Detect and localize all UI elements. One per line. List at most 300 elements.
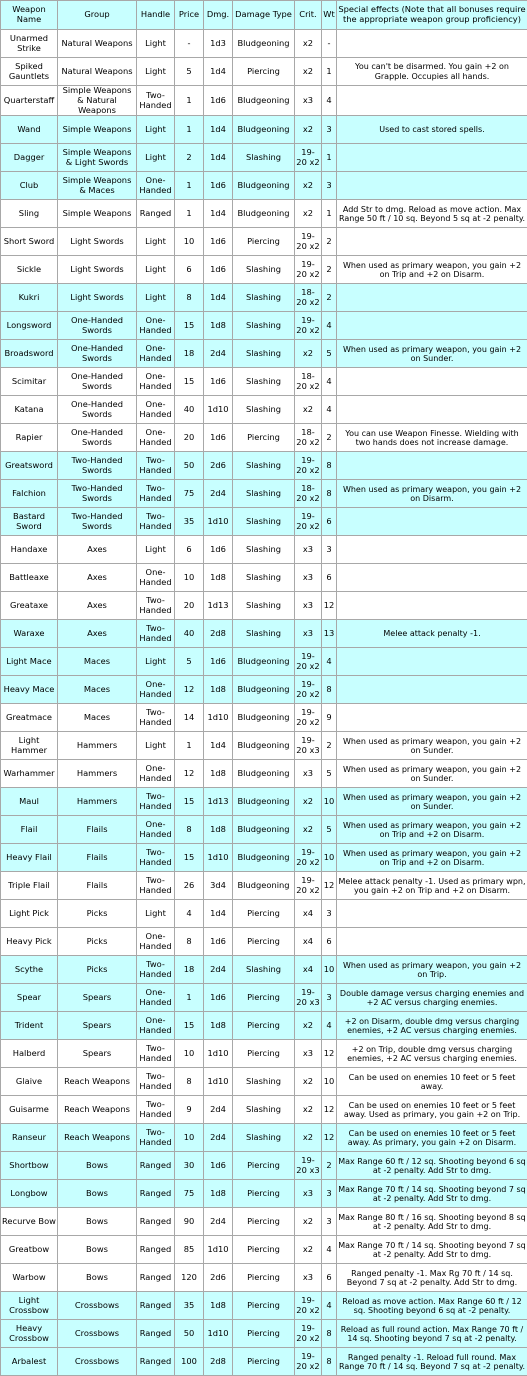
group-cell: Flails [58,844,137,872]
weight-cell: 1 [322,200,337,228]
price-cell: 8 [175,928,204,956]
handle-cell: Two-Handed [137,592,175,620]
weight-cell: 6 [322,1264,337,1292]
table-row [1,144,527,172]
weight-cell: 10 [322,956,337,984]
table-row [1,1236,527,1264]
weapon-name-cell: Heavy Pick [1,928,58,956]
weapon-name-cell: Dagger [1,144,58,172]
weight-cell: 12 [322,1040,337,1068]
damage-cell: 1d10 [204,704,233,732]
critical-cell: x2 [295,1124,322,1152]
price-cell: 26 [175,872,204,900]
price-cell: 8 [175,1068,204,1096]
critical-cell: 19-20 x2 [295,704,322,732]
table-row [1,956,527,984]
table-row [1,900,527,928]
critical-cell: 19-20 x2 [295,144,322,172]
price-cell: - [175,30,204,58]
critical-cell: x4 [295,956,322,984]
weight-cell: 4 [322,312,337,340]
weight-cell: 4 [322,1292,337,1320]
critical-cell: x2 [295,1068,322,1096]
damage-type-cell: Piercing [233,984,295,1012]
weapon-name-cell: Spiked Gauntlets [1,58,58,86]
group-cell: Two-Handed Swords [58,452,137,480]
group-cell: Picks [58,928,137,956]
damage-type-cell: Slashing [233,340,295,368]
handle-cell: Light [137,284,175,312]
weapon-name-cell: Scimitar [1,368,58,396]
damage-type-cell: Slashing [233,284,295,312]
weapon-name-cell: Wand [1,116,58,144]
weight-cell: 3 [322,536,337,564]
handle-cell: One-Handed [137,984,175,1012]
damage-type-cell: Bludgeoning [233,116,295,144]
weapon-name-cell: Heavy Flail [1,844,58,872]
handle-cell: One-Handed [137,816,175,844]
group-cell: Hammers [58,760,137,788]
weight-cell: 2 [322,732,337,760]
table-row [1,340,527,368]
group-cell: One-Handed Swords [58,312,137,340]
handle-cell: One-Handed [137,312,175,340]
group-cell: Hammers [58,788,137,816]
critical-cell: x2 [295,788,322,816]
critical-cell: x3 [295,592,322,620]
handle-cell: Two-Handed [137,620,175,648]
price-cell: 6 [175,536,204,564]
handle-cell: Two-Handed [137,480,175,508]
price-cell: 15 [175,844,204,872]
table-row [1,1152,527,1180]
damage-type-cell: Piercing [233,1012,295,1040]
damage-cell: 1d8 [204,1292,233,1320]
special-effects-cell [337,676,527,704]
damage-type-cell: Bludgeoning [233,200,295,228]
critical-cell: 18-20 x2 [295,284,322,312]
price-cell: 8 [175,816,204,844]
table-row [1,592,527,620]
weight-cell: 3 [322,1208,337,1236]
table-row [1,396,527,424]
damage-cell: 1d6 [204,984,233,1012]
weight-cell: 4 [322,86,337,116]
critical-cell: x2 [295,396,322,424]
critical-cell: 19-20 x2 [295,1348,322,1376]
special-effects-cell [337,172,527,200]
price-cell: 100 [175,1348,204,1376]
handle-cell: Light [137,58,175,86]
table-row [1,1040,527,1068]
group-cell: Light Swords [58,284,137,312]
handle-cell: One-Handed [137,172,175,200]
damage-cell: 1d6 [204,86,233,116]
handle-cell: Two-Handed [137,1068,175,1096]
table-row [1,1208,527,1236]
damage-cell: 1d13 [204,788,233,816]
group-cell: Bows [58,1180,137,1208]
group-cell: Picks [58,900,137,928]
damage-type-cell: Slashing [233,536,295,564]
special-effects-cell [337,648,527,676]
damage-cell: 1d6 [204,536,233,564]
critical-cell: x3 [295,760,322,788]
damage-cell: 2d4 [204,1096,233,1124]
damage-cell: 2d4 [204,956,233,984]
damage-type-cell: Slashing [233,368,295,396]
group-cell: Hammers [58,732,137,760]
weight-cell: 5 [322,760,337,788]
group-cell: Spears [58,1040,137,1068]
price-cell: 75 [175,1180,204,1208]
price-cell: 9 [175,1096,204,1124]
critical-cell: 19-20 x3 [295,732,322,760]
damage-cell: 3d4 [204,872,233,900]
special-effects-cell [337,30,527,58]
handle-cell: One-Handed [137,340,175,368]
price-cell: 20 [175,592,204,620]
damage-type-cell: Bludgeoning [233,704,295,732]
handle-cell: Two-Handed [137,1096,175,1124]
price-cell: 35 [175,1292,204,1320]
critical-cell: x3 [295,1040,322,1068]
damage-cell: 1d10 [204,844,233,872]
handle-cell: Light [137,144,175,172]
group-cell: One-Handed Swords [58,396,137,424]
handle-cell: Light [137,900,175,928]
price-cell: 1 [175,200,204,228]
group-cell: One-Handed Swords [58,424,137,452]
weight-cell: 3 [322,984,337,1012]
damage-cell: 1d10 [204,508,233,536]
weapon-name-cell: Glaive [1,1068,58,1096]
handle-cell: Ranged [137,1208,175,1236]
damage-cell: 1d10 [204,1320,233,1348]
group-cell: Bows [58,1152,137,1180]
damage-type-cell: Piercing [233,1040,295,1068]
header-row [1,1,527,30]
weight-cell: 4 [322,368,337,396]
weapon-name-cell: Arbalest [1,1348,58,1376]
handle-cell: Light [137,732,175,760]
group-cell: Bows [58,1236,137,1264]
group-cell: One-Handed Swords [58,340,137,368]
handle-cell: One-Handed [137,396,175,424]
weapon-name-cell: Warbow [1,1264,58,1292]
special-effects-cell: When used as primary weapon, you gain +2 on Trip. [337,956,527,984]
table-row [1,564,527,592]
handle-cell: Two-Handed [137,788,175,816]
damage-type-cell: Slashing [233,508,295,536]
weight-cell: 2 [322,1152,337,1180]
price-cell: 30 [175,1152,204,1180]
special-effects-cell: When used as primary weapon, you gain +2 on Sunder. [337,760,527,788]
price-cell: 10 [175,1124,204,1152]
price-cell: 12 [175,676,204,704]
critical-cell: 19-20 x2 [295,1320,322,1348]
group-cell: Light Swords [58,228,137,256]
damage-cell: 1d4 [204,732,233,760]
price-cell: 5 [175,648,204,676]
price-cell: 10 [175,1040,204,1068]
critical-cell: x2 [295,340,322,368]
handle-cell: Ranged [137,1292,175,1320]
handle-cell: Ranged [137,1264,175,1292]
handle-cell: Two-Handed [137,1124,175,1152]
group-cell: Two-Handed Swords [58,508,137,536]
price-cell: 2 [175,144,204,172]
special-effects-cell: Melee attack penalty -1. Used as primary wpn, you gain +2 on Trip and +2 on Disarm. [337,872,527,900]
group-cell: Axes [58,536,137,564]
damage-type-cell: Piercing [233,1208,295,1236]
weight-cell: 1 [322,144,337,172]
table-row [1,424,527,452]
table-row [1,200,527,228]
special-effects-cell: You can't be disarmed. You gain +2 on Grapple. Occupies all hands. [337,58,527,86]
weapon-name-cell: Greataxe [1,592,58,620]
weapon-name-cell: Katana [1,396,58,424]
damage-cell: 1d10 [204,1040,233,1068]
table-row [1,368,527,396]
table-row [1,536,527,564]
damage-cell: 1d6 [204,228,233,256]
handle-cell: Ranged [137,1348,175,1376]
handle-cell: One-Handed [137,368,175,396]
table-row [1,620,527,648]
damage-type-cell: Slashing [233,256,295,284]
damage-type-cell: Slashing [233,620,295,648]
damage-cell: 1d6 [204,928,233,956]
weapon-name-cell: Light Crossbow [1,1292,58,1320]
weapon-name-cell: Halberd [1,1040,58,1068]
price-cell: 18 [175,956,204,984]
damage-type-cell: Bludgeoning [233,676,295,704]
special-effects-cell [337,452,527,480]
weight-cell: 4 [322,1012,337,1040]
damage-type-cell: Bludgeoning [233,732,295,760]
special-effects-cell [337,704,527,732]
price-cell: 1 [175,732,204,760]
weapon-name-cell: Light Hammer [1,732,58,760]
damage-type-cell: Piercing [233,1264,295,1292]
price-cell: 50 [175,452,204,480]
handle-cell: Ranged [137,1180,175,1208]
critical-cell: 19-20 x3 [295,1152,322,1180]
handle-cell: One-Handed [137,928,175,956]
damage-type-cell: Piercing [233,1236,295,1264]
special-effects-cell: Can be used on enemies 10 feet or 5 feet away. [337,1068,527,1096]
special-effects-cell: Melee attack penalty -1. [337,620,527,648]
special-effects-cell [337,396,527,424]
weight-cell: 9 [322,704,337,732]
critical-cell: 19-20 x2 [295,676,322,704]
special-effects-cell: Double damage versus charging enemies and +2 AC versus charging enemies. [337,984,527,1012]
damage-type-cell: Piercing [233,1320,295,1348]
weight-cell: 3 [322,1180,337,1208]
table-row [1,480,527,508]
group-cell: One-Handed Swords [58,368,137,396]
damage-cell: 1d6 [204,256,233,284]
handle-cell: Ranged [137,1152,175,1180]
damage-type-cell: Piercing [233,1292,295,1320]
special-effects-cell: Add Str to dmg. Reload as move action. Max Range 50 ft / 10 sq. Beyond 5 sq at -2 penalty. [337,200,527,228]
price-cell: 12 [175,760,204,788]
header-group: Group [58,1,137,30]
damage-cell: 1d8 [204,312,233,340]
weight-cell: 12 [322,592,337,620]
damage-type-cell: Slashing [233,1124,295,1152]
header-weight: Wt [322,1,337,30]
critical-cell: x3 [295,1264,322,1292]
header-damage-type: Damage Type [233,1,295,30]
damage-type-cell: Slashing [233,956,295,984]
weapon-name-cell: Spear [1,984,58,1012]
damage-type-cell: Bludgeoning [233,844,295,872]
handle-cell: Light [137,536,175,564]
group-cell: Reach Weapons [58,1068,137,1096]
weapon-name-cell: Longbow [1,1180,58,1208]
group-cell: Flails [58,816,137,844]
handle-cell: Two-Handed [137,872,175,900]
group-cell: Light Swords [58,256,137,284]
group-cell: Reach Weapons [58,1124,137,1152]
price-cell: 4 [175,900,204,928]
damage-cell: 1d8 [204,1012,233,1040]
weight-cell: 4 [322,396,337,424]
table-row [1,1320,527,1348]
damage-cell: 1d6 [204,172,233,200]
handle-cell: Two-Handed [137,452,175,480]
table-row [1,732,527,760]
weapon-name-cell: Kukri [1,284,58,312]
special-effects-cell: Ranged penalty -1. Reload full round. Max Range 70 ft / 14 sq. Beyond 7 sq at -2 penalty. [337,1348,527,1376]
group-cell: Maces [58,648,137,676]
group-cell: Bows [58,1264,137,1292]
special-effects-cell: +2 on Trip, double dmg versus charging enemies, +2 AC versus charging enemies. [337,1040,527,1068]
special-effects-cell [337,900,527,928]
weapon-name-cell: Flail [1,816,58,844]
special-effects-cell: Max Range 70 ft / 14 sq. Shooting beyond 7 sq at -2 penalty. Add Str to dmg. [337,1180,527,1208]
weight-cell: 12 [322,872,337,900]
group-cell: Picks [58,956,137,984]
special-effects-cell: Max Range 70 ft / 14 sq. Shooting beyond 7 sq at -2 penalty. Add Str to dmg. [337,1236,527,1264]
price-cell: 15 [175,368,204,396]
critical-cell: x2 [295,1012,322,1040]
weapon-name-cell: Maul [1,788,58,816]
critical-cell: x3 [295,536,322,564]
special-effects-cell [337,536,527,564]
weight-cell: 12 [322,1124,337,1152]
damage-cell: 1d8 [204,564,233,592]
weight-cell: 12 [322,1096,337,1124]
weight-cell: 6 [322,564,337,592]
damage-cell: 1d4 [204,284,233,312]
weight-cell: 5 [322,816,337,844]
weapon-name-cell: Waraxe [1,620,58,648]
header-handle: Handle [137,1,175,30]
weapon-name-cell: Sickle [1,256,58,284]
table-body [1,30,527,1376]
critical-cell: x4 [295,928,322,956]
group-cell: Maces [58,676,137,704]
handle-cell: Two-Handed [137,956,175,984]
group-cell: Crossbows [58,1348,137,1376]
special-effects-cell: When used as primary weapon, you gain +2 on Sunder. [337,340,527,368]
handle-cell: One-Handed [137,760,175,788]
critical-cell: x2 [295,30,322,58]
damage-type-cell: Piercing [233,1180,295,1208]
weapon-name-cell: Rapier [1,424,58,452]
weapon-name-cell: Trident [1,1012,58,1040]
header-weapon-name: Weapon Name [1,1,58,30]
damage-cell: 1d4 [204,116,233,144]
critical-cell: x3 [295,564,322,592]
weight-cell: 8 [322,676,337,704]
damage-type-cell: Slashing [233,144,295,172]
table-row [1,704,527,732]
critical-cell: x2 [295,58,322,86]
weight-cell: - [322,30,337,58]
table-row [1,172,527,200]
group-cell: Axes [58,564,137,592]
critical-cell: 19-20 x2 [295,508,322,536]
weapon-name-cell: Warhammer [1,760,58,788]
damage-cell: 1d6 [204,424,233,452]
table-row [1,648,527,676]
weapon-name-cell: Greatbow [1,1236,58,1264]
handle-cell: One-Handed [137,676,175,704]
damage-type-cell: Slashing [233,452,295,480]
table-row [1,256,527,284]
critical-cell: 19-20 x2 [295,452,322,480]
weapon-name-cell: Light Mace [1,648,58,676]
price-cell: 90 [175,1208,204,1236]
weight-cell: 4 [322,648,337,676]
weapon-name-cell: Heavy Mace [1,676,58,704]
damage-cell: 1d13 [204,592,233,620]
handle-cell: Light [137,228,175,256]
handle-cell: One-Handed [137,1012,175,1040]
table-row [1,1124,527,1152]
weight-cell: 2 [322,256,337,284]
weapon-name-cell: Recurve Bow [1,1208,58,1236]
handle-cell: Two-Handed [137,1040,175,1068]
critical-cell: 19-20 x2 [295,228,322,256]
special-effects-cell [337,86,527,116]
group-cell: Flails [58,872,137,900]
weapon-name-cell: Sling [1,200,58,228]
damage-cell: 1d10 [204,396,233,424]
table-row [1,86,527,116]
critical-cell: x3 [295,620,322,648]
damage-type-cell: Piercing [233,1348,295,1376]
handle-cell: Ranged [137,1320,175,1348]
group-cell: Bows [58,1208,137,1236]
special-effects-cell [337,928,527,956]
weight-cell: 10 [322,788,337,816]
price-cell: 1 [175,116,204,144]
group-cell: Simple Weapons & Light Swords [58,144,137,172]
damage-cell: 1d6 [204,368,233,396]
table-row [1,452,527,480]
weight-cell: 8 [322,1320,337,1348]
special-effects-cell [337,508,527,536]
handle-cell: One-Handed [137,564,175,592]
handle-cell: Light [137,30,175,58]
weapon-name-cell: Light Pick [1,900,58,928]
weight-cell: 10 [322,844,337,872]
